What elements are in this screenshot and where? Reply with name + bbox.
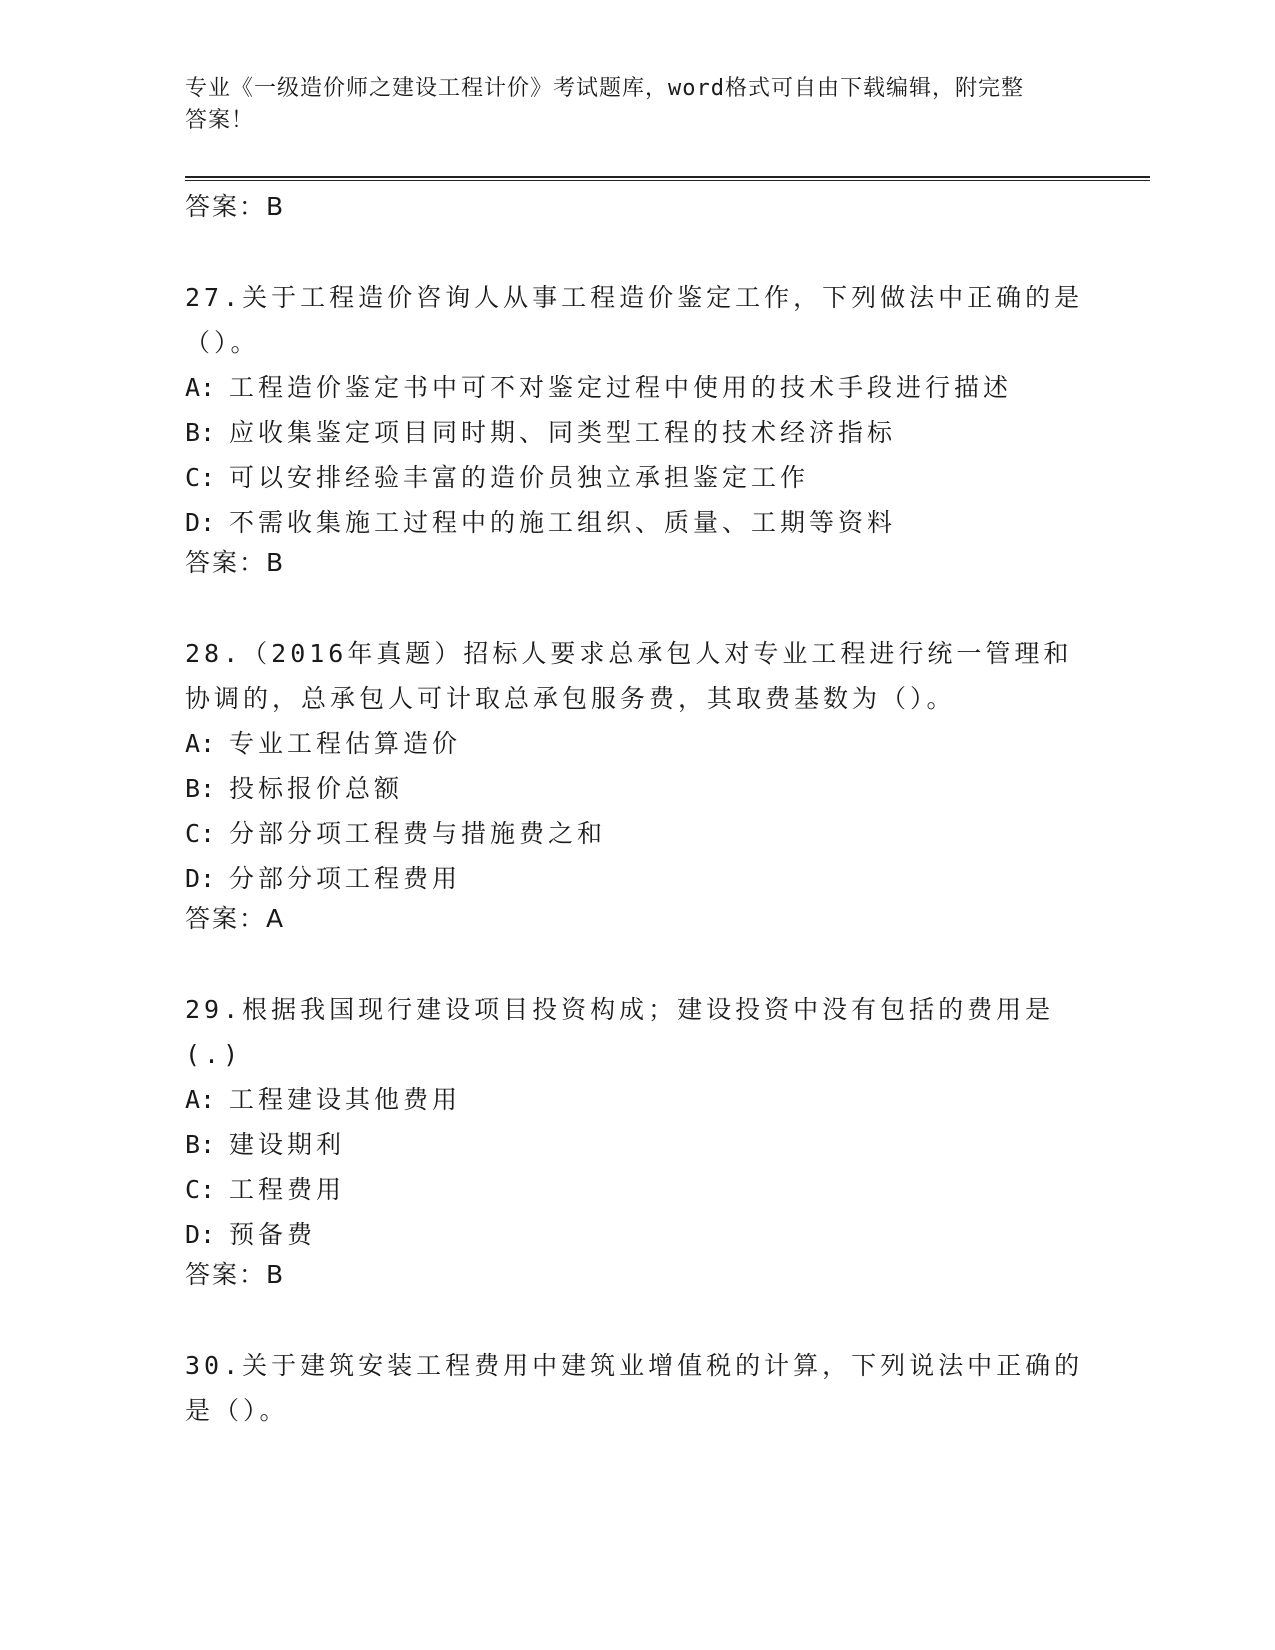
option-c xyxy=(185,455,1150,500)
answer-line: 答案：B xyxy=(185,1260,286,1289)
option-text: 应收集鉴定项目同时期、同类型工程的技术经济指标 xyxy=(229,418,897,447)
question-text: 28.（2016年真题）招标人要求总承包人对专业工程进行统一管理和协调的，总承包人可计取总承包服务费，其取费基数为（）。 xyxy=(185,639,1073,713)
option-text: 分部分项工程费用 xyxy=(229,864,462,893)
option-c xyxy=(185,811,1150,856)
answer-line: 答案：A xyxy=(185,904,286,933)
question-list xyxy=(185,189,1150,1433)
option-text: 工程造价鉴定书中可不对鉴定过程中使用的技术手段进行描述 xyxy=(229,373,1013,402)
option-a xyxy=(185,1077,1150,1122)
option-a xyxy=(185,721,1150,766)
option-text: 工程建设其他费用 xyxy=(229,1085,462,1114)
answer-line: 答案：B xyxy=(185,548,286,577)
option-text: 分部分项工程费与措施费之和 xyxy=(229,819,607,848)
option-text: 专业工程估算造价 xyxy=(229,729,462,758)
answer-line: 答案：B xyxy=(185,192,286,221)
question-text: 30.关于建筑安装工程费用中建筑业增值税的计算，下列说法中正确的是（）。 xyxy=(185,1351,1084,1425)
question-text: 29.根据我国现行建设项目投资构成；建设投资中没有包括的费用是(.) xyxy=(185,995,1055,1069)
option-key: A: xyxy=(185,729,216,758)
option-key: D: xyxy=(185,1220,216,1249)
option-b xyxy=(185,410,1150,455)
option-key: C: xyxy=(185,1175,216,1204)
option-text: 建设期利 xyxy=(229,1130,346,1159)
option-key: D: xyxy=(185,508,216,537)
option-key: B: xyxy=(185,774,216,803)
option-a xyxy=(185,365,1150,410)
document-header: 专业《一级造价师之建设工程计价》考试题库，word格式可自由下载编辑，附完整答案！ xyxy=(185,76,1024,133)
option-b xyxy=(185,1122,1150,1167)
option-key: C: xyxy=(185,819,216,848)
option-key: B: xyxy=(185,418,216,447)
option-d xyxy=(185,1212,1150,1257)
option-d xyxy=(185,856,1150,901)
option-c xyxy=(185,1167,1150,1212)
option-text: 不需收集施工过程中的施工组织、质量、工期等资料 xyxy=(229,508,897,537)
question-block xyxy=(185,631,1150,937)
option-key: A: xyxy=(185,373,216,402)
option-b xyxy=(185,766,1150,811)
question-block xyxy=(185,275,1150,581)
option-d xyxy=(185,500,1150,545)
question-text: 27.关于工程造价咨询人从事工程造价鉴定工作，下列做法中正确的是（）。 xyxy=(185,283,1084,357)
option-key: C: xyxy=(185,463,216,492)
question-block xyxy=(185,987,1150,1293)
question-block xyxy=(185,1343,1150,1433)
option-text: 投标报价总额 xyxy=(229,774,404,803)
option-key: D: xyxy=(185,864,216,893)
option-key: A: xyxy=(185,1085,216,1114)
option-text: 预备费 xyxy=(229,1220,317,1249)
header-rule xyxy=(185,176,1150,181)
option-key: B: xyxy=(185,1130,216,1159)
option-text: 可以安排经验丰富的造价员独立承担鉴定工作 xyxy=(229,463,810,492)
option-text: 工程费用 xyxy=(229,1175,346,1204)
